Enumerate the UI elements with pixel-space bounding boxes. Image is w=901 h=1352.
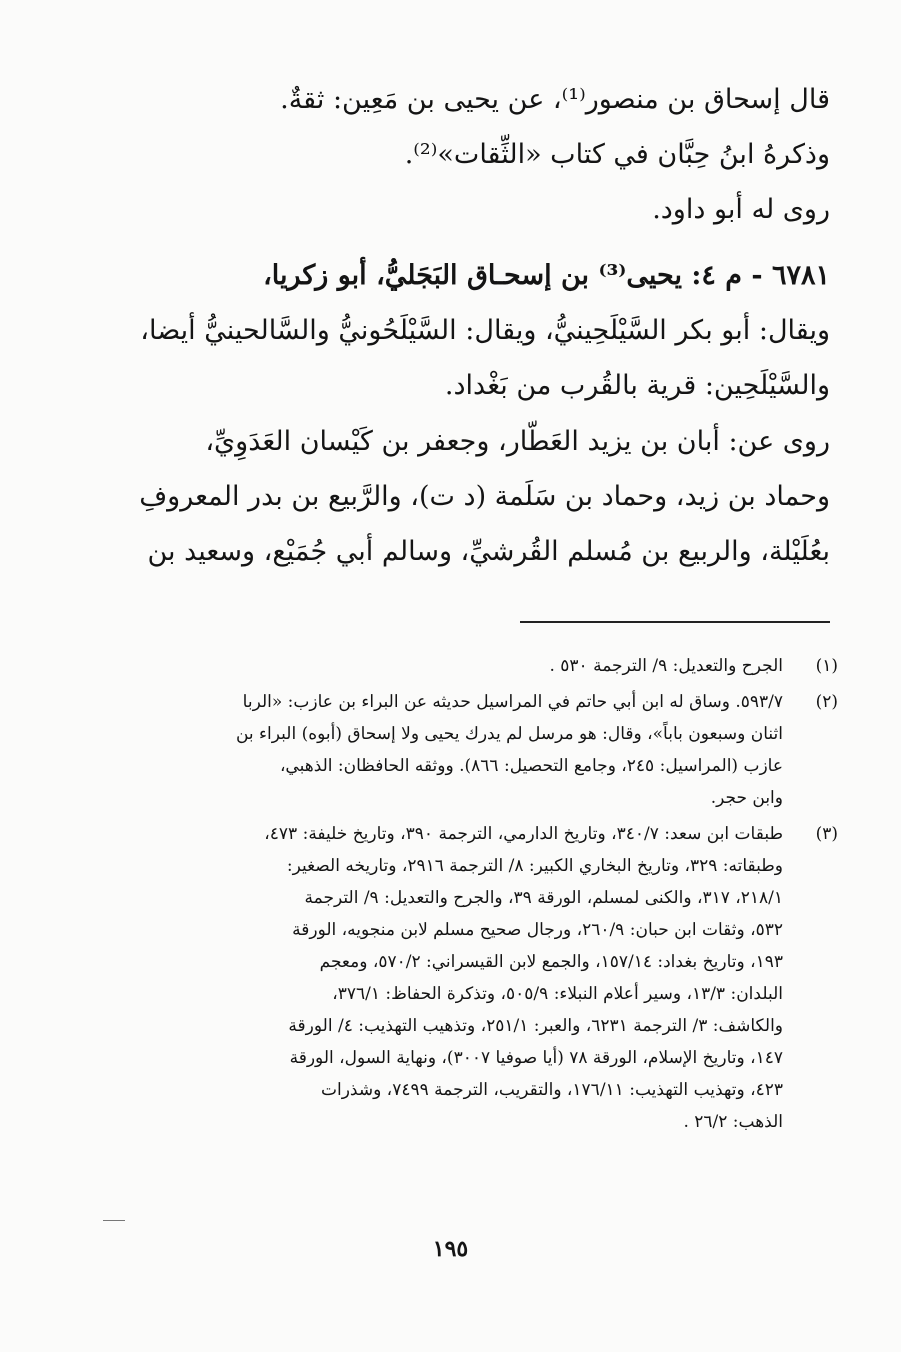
footnote-line: طبقات ابن سعد: ٣٤٠/٧، وتاريخ الدارمي، الترجمة ٣٩٠، وتاريخ خليفة: ٤٧٣، xyxy=(264,824,783,844)
text-line: قال إسحاق بن منصور⁽¹⁾، عن يحيى بن مَعِين: ثقةٌ. xyxy=(280,84,830,115)
footnote-line: وابن حجر. xyxy=(710,788,783,808)
footnotes xyxy=(128,650,838,1142)
footnote-line: وطبقاته: ٣٢٩، وتاريخ البخاري الكبير: ٨/ الترجمة ٢٩١٦، وتاريخه الصغير: xyxy=(286,856,783,876)
footnote-line: عازب (المراسيل: ٢٤٥، وجامع التحصيل: ٨٦٦). ووثقه الحافظان: الذهبي، xyxy=(279,756,783,776)
footnote-number: (٢) xyxy=(815,692,838,712)
footnote-2 xyxy=(128,686,838,814)
text-line: بعُلَيْلة، والربيع بن مُسلم القُرشيِّ، وسالم أبي جُمَيْع، وسعيد بن xyxy=(147,536,830,567)
narrated-from-paragraph xyxy=(132,414,830,579)
entry-6781 xyxy=(132,248,830,413)
page-number: ١٩٥ xyxy=(432,1236,469,1262)
footnote-1 xyxy=(128,650,838,682)
footnote-3 xyxy=(128,818,838,1138)
footnote-separator xyxy=(520,621,830,623)
footnote-line: البلدان: ١٣/٣، وسير أعلام النبلاء: ٥٠٥/٩، وتذكرة الحفاظ: ٣٧٦/١، xyxy=(332,984,783,1004)
footnote-line: والكاشف: ٣/ الترجمة ٦٢٣١، والعبر: ٢٥١/١، وتذهيب التهذيب: ٤/ الورقة xyxy=(288,1016,783,1036)
footnote-line: الجرح والتعديل: ٩/ الترجمة ٥٣٠ . xyxy=(549,656,783,676)
text-line: روى له أبو داود. xyxy=(652,194,830,225)
text-line: والسَّيْلَحِين: قرية بالقُرب من بَغْداد. xyxy=(444,370,830,401)
footnote-number: (١) xyxy=(815,656,838,676)
footnote-line: ٢١٨/١، ٣١٧، والكنى لمسلم، الورقة ٣٩، والجرح والتعديل: ٩/ الترجمة xyxy=(304,888,783,908)
footnote-line: ١٩٣، وتاريخ بغداد: ١٥٧/١٤، والجمع لابن القيسراني: ٥٧٠/٢، ومعجم xyxy=(319,952,783,972)
text-line: وذكرهُ ابنُ حِبَّان في كتاب «الثِّقات»⁽²⁾. xyxy=(404,139,830,170)
footnote-line: ٥٣٢، وثقات ابن حبان: ٢٦٠/٩، ورجال صحيح مسلم لابن منجويه، الورقة xyxy=(292,920,783,940)
footnote-line: ١٤٧، وتاريخ الإسلام، الورقة ٧٨ (أيا صوفيا ٣٠٠٧)، ونهاية السول، الورقة xyxy=(289,1048,783,1068)
text-line: وحماد بن زيد، وحماد بن سَلَمة (د ت)، والرَّبيع بن بدر المعروفِ xyxy=(139,481,830,512)
footnote-line: الذهب: ٢٦/٢ . xyxy=(683,1112,783,1132)
footnote-line: ٤٢٣، وتهذيب التهذيب: ١٧٦/١١، والتقريب، الترجمة ٧٤٩٩، وشذرات xyxy=(320,1080,783,1100)
entry-heading-line: ٦٧٨١ - م ٤: يحيى⁽³⁾ بن إسحـاق البَجَليُّ، أبو زكريا، xyxy=(263,260,830,291)
footnote-line: اثنان وسبعون باباً»، وقال: هو مرسل لم يدرك يحيى ولا إسحاق (أبوه) البراء بن xyxy=(235,724,783,744)
entry-yahya-ibn-ishaq-preceding-end xyxy=(132,72,830,237)
text-line: ويقال: أبو بكر السَّيْلَحِينيُّ، ويقال: السَّيْلَحُونيُّ والسَّالحينيُّ أيضا، xyxy=(140,315,830,346)
footnote-number: (٣) xyxy=(815,824,838,844)
text-line: روى عن: أبان بن يزيد العَطّار، وجعفر بن كَيْسان العَدَوِيِّ، xyxy=(205,426,830,457)
margin-scan-mark xyxy=(103,1220,125,1221)
footnote-line: ٥٩٣/٧. وساق له ابن أبي حاتم في المراسيل حديثه عن البراء بن عازب: «الربا xyxy=(242,692,783,712)
